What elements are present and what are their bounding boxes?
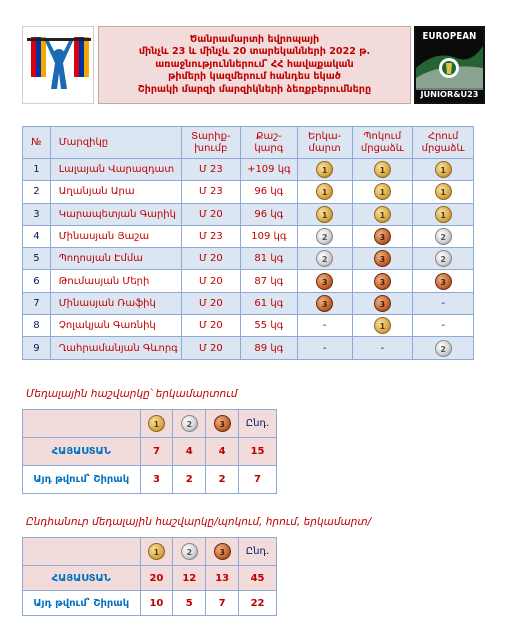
gold-medal-icon: 1 xyxy=(435,161,452,178)
gold-header xyxy=(140,538,173,566)
gold-medal-icon: 1 xyxy=(435,206,452,223)
total-medal xyxy=(297,270,352,292)
total-count: 22 xyxy=(239,591,277,616)
silver-medal-icon: 2 xyxy=(181,415,198,432)
bronze-medal-icon: 3 xyxy=(374,295,391,312)
table-row xyxy=(23,248,474,270)
page-header xyxy=(22,26,485,104)
bronze-count: 2 xyxy=(206,466,239,494)
row-number: 6 xyxy=(23,270,51,292)
clean-jerk-medal xyxy=(413,292,474,314)
gold-medal-icon: 1 xyxy=(316,206,333,223)
header-title-box xyxy=(98,26,411,104)
col-athlete: Մարզիկը xyxy=(50,127,181,159)
row-number: 9 xyxy=(23,337,51,359)
total-count: 45 xyxy=(239,566,277,591)
snatch-medal xyxy=(352,203,413,225)
bronze-medal-icon: 3 xyxy=(374,273,391,290)
weight-class: 55 կգ xyxy=(241,315,298,337)
bronze-count: 4 xyxy=(206,438,239,466)
weight-class: 81 կգ xyxy=(241,248,298,270)
row-number: 2 xyxy=(23,181,51,203)
clean-jerk-medal xyxy=(413,337,474,359)
silver-medal-icon: 2 xyxy=(316,228,333,245)
summary-row-shirak xyxy=(23,591,277,616)
header-line: Շիրակի մարզի մարզիկների ձեռքբերումները xyxy=(137,83,372,95)
silver-medal-icon: 2 xyxy=(435,250,452,267)
header-line: մինչև 23 և մինչև 20 տարեկանների 2022 թ. xyxy=(138,46,371,58)
row-number: 4 xyxy=(23,225,51,247)
total-medal xyxy=(297,181,352,203)
weight-class: +109 կգ xyxy=(241,159,298,181)
silver-medal-icon: 2 xyxy=(435,340,452,357)
age-group: Մ 23 xyxy=(181,159,240,181)
no-medal: - xyxy=(322,342,327,354)
table-row xyxy=(23,315,474,337)
bronze-medal-icon: 3 xyxy=(214,543,231,560)
athlete-name: Կարապետյան Գարիկ xyxy=(50,203,181,225)
bronze-header xyxy=(206,410,239,438)
age-group: Մ 20 xyxy=(181,248,240,270)
results-table xyxy=(22,126,474,360)
summary-row-armenia xyxy=(23,566,277,591)
silver-count: 12 xyxy=(173,566,206,591)
row-number: 5 xyxy=(23,248,51,270)
header-line: առաջնություններում՝ ՀՀ հավաքական xyxy=(155,58,354,70)
clean-jerk-medal xyxy=(413,315,474,337)
clean-jerk-medal xyxy=(413,203,474,225)
total-medal xyxy=(297,337,352,359)
total-count: 15 xyxy=(239,438,277,466)
clean-jerk-medal xyxy=(413,181,474,203)
silver-count: 5 xyxy=(173,591,206,616)
total-medal xyxy=(297,159,352,181)
weight-class: 61 կգ xyxy=(241,292,298,314)
silver-count: 2 xyxy=(173,466,206,494)
gold-medal-icon: 1 xyxy=(316,161,333,178)
snatch-medal xyxy=(352,270,413,292)
total-header: Ընդ. xyxy=(239,410,277,438)
total-medal xyxy=(297,315,352,337)
table-row xyxy=(23,337,474,359)
total-header: Ընդ. xyxy=(239,538,277,566)
snatch-medal xyxy=(352,159,413,181)
summary-header-row xyxy=(23,410,277,438)
athlete-name: Թումասյան Մերի xyxy=(50,270,181,292)
athlete-name: Մինասյան Յաշա xyxy=(50,225,181,247)
silver-medal-icon: 2 xyxy=(316,250,333,267)
col-age-group: Տարիք- խումբ xyxy=(181,127,240,159)
gold-count: 10 xyxy=(140,591,173,616)
european-championship-logo xyxy=(414,26,485,104)
clean-jerk-medal xyxy=(413,225,474,247)
age-group: Մ 20 xyxy=(181,292,240,314)
blank-cell xyxy=(23,538,141,566)
total-medal xyxy=(297,203,352,225)
silver-count: 4 xyxy=(173,438,206,466)
silver-header xyxy=(173,410,206,438)
summary-row-shirak xyxy=(23,466,277,494)
table-row xyxy=(23,225,474,247)
table-row xyxy=(23,181,474,203)
table-header-row xyxy=(23,127,474,159)
col-snatch: Պոկում մրցաձև xyxy=(352,127,413,159)
athlete-name: Լալայան Վարազդատ xyxy=(50,159,181,181)
col-total: Երկա- մարտ xyxy=(297,127,352,159)
gold-medal-icon: 1 xyxy=(374,206,391,223)
bronze-medal-icon: 3 xyxy=(316,295,333,312)
no-medal: - xyxy=(441,320,445,332)
gold-medal-icon: 1 xyxy=(374,317,391,334)
bronze-header xyxy=(206,538,239,566)
weight-class: 109 կգ xyxy=(241,225,298,247)
bronze-count: 13 xyxy=(206,566,239,591)
weight-class: 96 կգ xyxy=(241,203,298,225)
row-label: Այդ թվում՝ Շիրակ xyxy=(23,466,141,494)
medal-summary-overall-table xyxy=(22,537,277,616)
summary-row-armenia xyxy=(23,438,277,466)
medal-count-overall-title: Ընդհանուր մեդալային հաշվարկը/պոկում, հրում, երկամարտ/ xyxy=(26,516,372,528)
snatch-medal xyxy=(352,292,413,314)
gold-medal-icon: 1 xyxy=(374,161,391,178)
bronze-medal-icon: 3 xyxy=(435,273,452,290)
age-group: Մ 23 xyxy=(181,181,240,203)
gold-medal-icon: 1 xyxy=(148,543,165,560)
weight-class: 96 կգ xyxy=(241,181,298,203)
gold-count: 7 xyxy=(140,438,173,466)
silver-medal-icon: 2 xyxy=(435,228,452,245)
gold-medal-icon: 1 xyxy=(316,183,333,200)
age-group: Մ 23 xyxy=(181,225,240,247)
gold-count: 20 xyxy=(140,566,173,591)
bronze-medal-icon: 3 xyxy=(374,250,391,267)
summary-header-row xyxy=(23,538,277,566)
table-row xyxy=(23,203,474,225)
athlete-name: Պողոսյան Էմմա xyxy=(50,248,181,270)
table-row xyxy=(23,159,474,181)
total-medal xyxy=(297,225,352,247)
athlete-name: Ղահրամանյան Գևորգ xyxy=(50,337,181,359)
col-clean-jerk: Հրում մրցաձև xyxy=(413,127,474,159)
total-count: 7 xyxy=(239,466,277,494)
snatch-medal xyxy=(352,315,413,337)
weight-class: 89 կգ xyxy=(241,337,298,359)
gold-header xyxy=(140,410,173,438)
bronze-medal-icon: 3 xyxy=(316,273,333,290)
total-medal xyxy=(297,292,352,314)
bronze-count: 7 xyxy=(206,591,239,616)
age-group: Մ 20 xyxy=(181,315,240,337)
gold-medal-icon: 1 xyxy=(148,415,165,432)
clean-jerk-medal xyxy=(413,248,474,270)
header-line: Ծանրամարտի եվրոպայի xyxy=(189,33,320,45)
weightlifter-logo xyxy=(22,26,94,104)
silver-medal-icon: 2 xyxy=(181,543,198,560)
snatch-medal xyxy=(352,181,413,203)
age-group: Մ 20 xyxy=(181,270,240,292)
logo-top-text: EUROPEAN xyxy=(422,31,477,42)
row-number: 7 xyxy=(23,292,51,314)
athlete-name: Չոլակյան Գառնիկ xyxy=(50,315,181,337)
row-label: ՀԱՅԱՍՏԱՆ xyxy=(23,438,141,466)
snatch-medal xyxy=(352,337,413,359)
no-medal: - xyxy=(441,297,445,309)
clean-jerk-medal xyxy=(413,270,474,292)
row-number: 1 xyxy=(23,159,51,181)
snatch-medal xyxy=(352,225,413,247)
row-label: ՀԱՅԱՍՏԱՆ xyxy=(23,566,141,591)
bronze-medal-icon: 3 xyxy=(374,228,391,245)
row-number: 3 xyxy=(23,203,51,225)
logo-bottom-text: JUNIOR&U23 xyxy=(420,89,479,99)
gold-medal-icon: 1 xyxy=(435,183,452,200)
clean-jerk-medal xyxy=(413,159,474,181)
total-medal xyxy=(297,248,352,270)
col-number: № xyxy=(23,127,51,159)
athlete-name: Մինասյան Ռաֆիկ xyxy=(50,292,181,314)
table-row xyxy=(23,270,474,292)
weight-class: 87 կգ xyxy=(241,270,298,292)
age-group: Մ 20 xyxy=(181,337,240,359)
bronze-medal-icon: 3 xyxy=(214,415,231,432)
medal-summary-total-table xyxy=(22,409,277,494)
row-number: 8 xyxy=(23,315,51,337)
gold-medal-icon: 1 xyxy=(374,183,391,200)
no-medal: - xyxy=(322,320,327,332)
medal-count-total-title: Մեդալային հաշվարկը՝ երկամարտում xyxy=(26,388,238,400)
athlete-name: Աղանյան Արա xyxy=(50,181,181,203)
row-label: Այդ թվում՝ Շիրակ xyxy=(23,591,141,616)
gold-count: 3 xyxy=(140,466,173,494)
col-weight-class: Քաշ- կարգ xyxy=(241,127,298,159)
no-medal: - xyxy=(380,342,385,354)
header-line: թիմերի կազմերում հանդես եկած xyxy=(168,71,341,83)
table-row xyxy=(23,292,474,314)
silver-header xyxy=(173,538,206,566)
blank-cell xyxy=(23,410,141,438)
age-group: Մ 20 xyxy=(181,203,240,225)
snatch-medal xyxy=(352,248,413,270)
